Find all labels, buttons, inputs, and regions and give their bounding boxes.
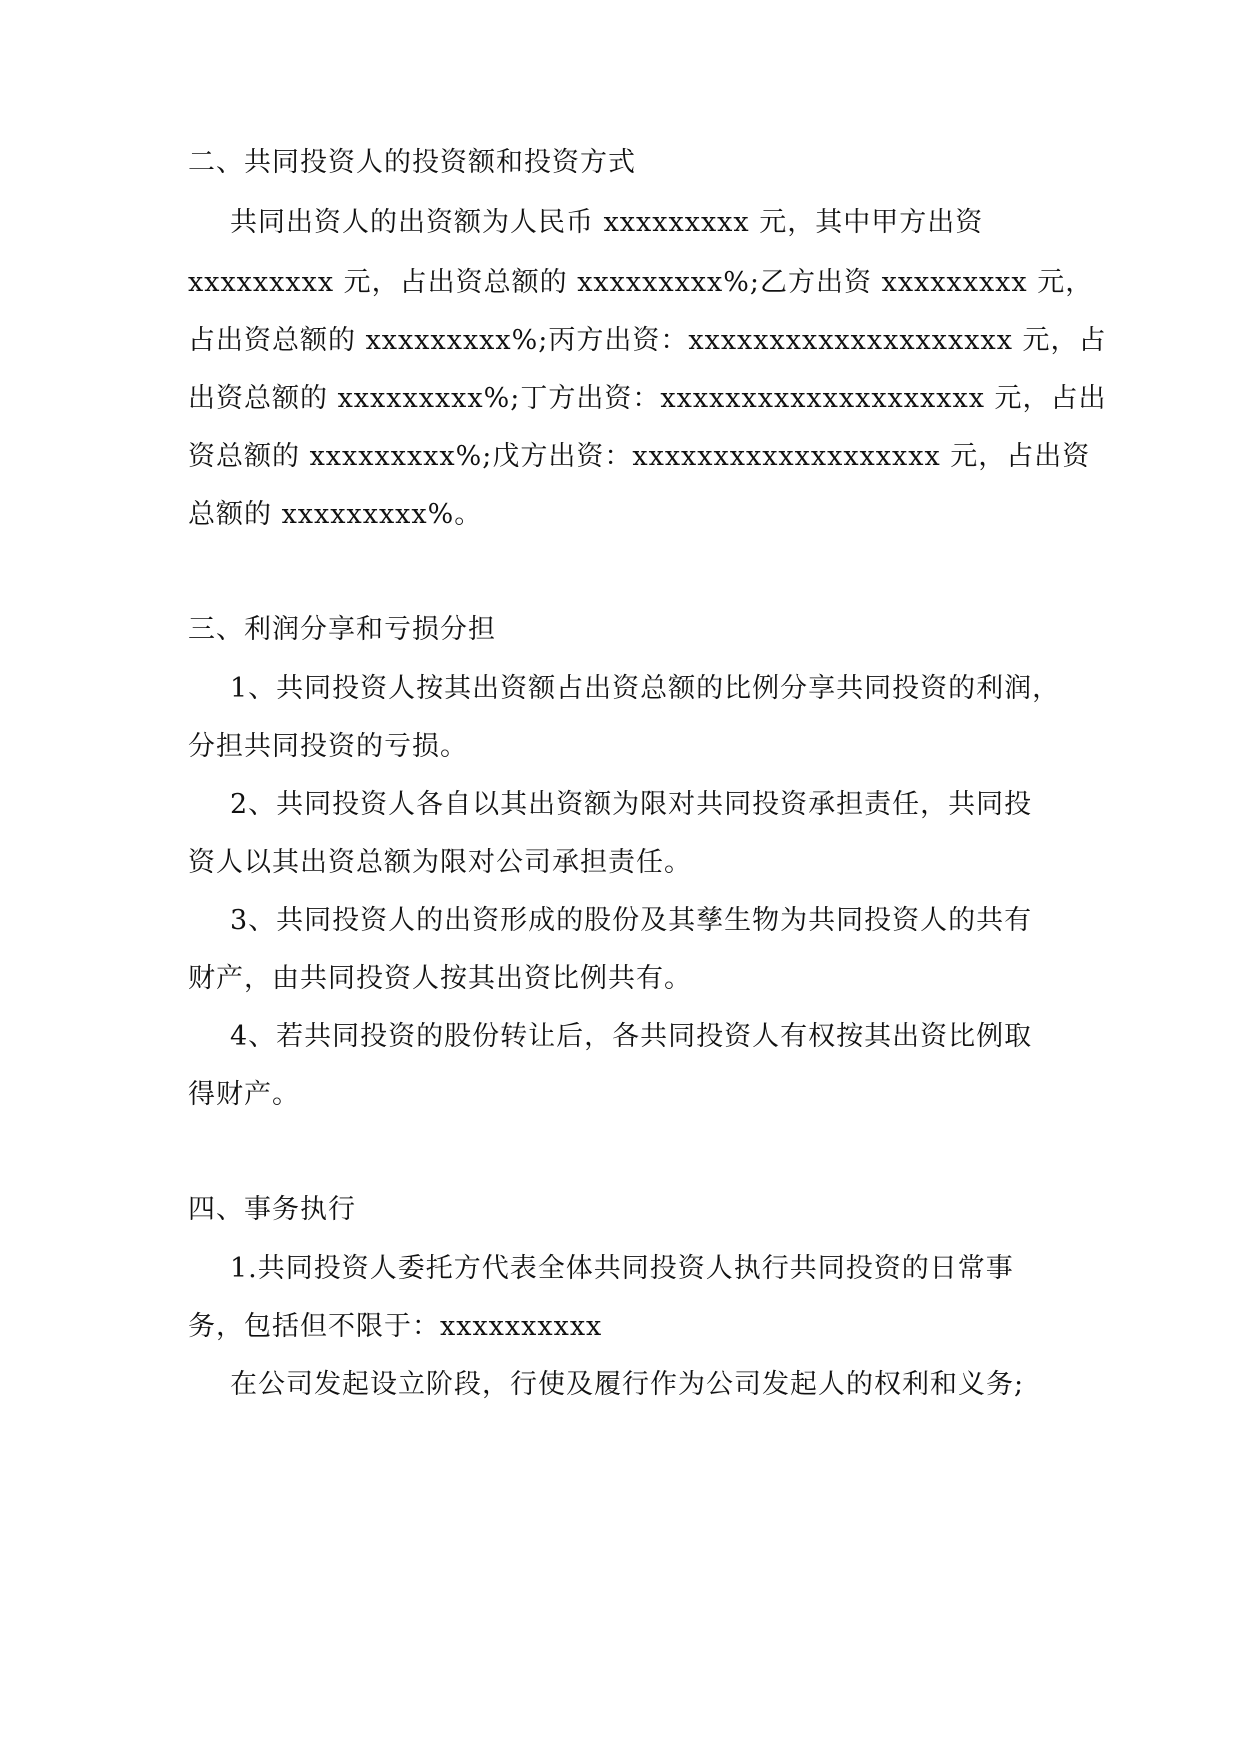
paragraph-line: 出资总额的 xxxxxxxxx%;丁方出资：xxxxxxxxxxxxxxxxxxxx 元，占出 [188, 383, 1107, 414]
paragraph-line: 得财产。 [188, 1079, 300, 1110]
paragraph-line: 1.共同投资人委托方代表全体共同投资人执行共同投资的日常事 [230, 1253, 1014, 1284]
paragraph-line: 4、若共同投资的股份转让后，各共同投资人有权按其出资比例取 [230, 1021, 1033, 1052]
paragraph-line: 资人以其出资总额为限对公司承担责任。 [188, 847, 692, 878]
section-heading-profit-loss: 三、利润分享和亏损分担 [188, 614, 496, 645]
paragraph-line: 3、共同投资人的出资形成的股份及其孳生物为共同投资人的共有 [230, 905, 1033, 936]
paragraph-line: 共同出资人的出资额为人民币 xxxxxxxxx 元，其中甲方出资 [230, 207, 984, 238]
paragraph-line: 分担共同投资的亏损。 [188, 731, 468, 762]
paragraph-line: 务，包括但不限于：xxxxxxxxxx [188, 1311, 603, 1342]
paragraph-line: xxxxxxxxx 元，占出资总额的 xxxxxxxxx%;乙方出资 xxxxxxxxx 元， [188, 267, 1094, 298]
paragraph-line: 资总额的 xxxxxxxxx%;戊方出资：xxxxxxxxxxxxxxxxxxx 元，占出资 [188, 441, 1091, 472]
paragraph-line: 2、共同投资人各自以其出资额为限对共同投资承担责任，共同投 [230, 789, 1033, 820]
paragraph-line: 财产，由共同投资人按其出资比例共有。 [188, 963, 692, 994]
paragraph-line: 占出资总额的 xxxxxxxxx%;丙方出资：xxxxxxxxxxxxxxxxxxxx 元，占 [188, 325, 1107, 356]
paragraph-line: 总额的 xxxxxxxxx%。 [188, 499, 483, 530]
section-heading-affairs: 四、事务执行 [188, 1194, 356, 1225]
paragraph-line: 在公司发起设立阶段，行使及履行作为公司发起人的权利和义务; [230, 1369, 1025, 1400]
paragraph-line: 1、共同投资人按其出资额占出资总额的比例分享共同投资的利润， [230, 673, 1061, 704]
section-heading-investment: 二、共同投资人的投资额和投资方式 [188, 147, 636, 178]
